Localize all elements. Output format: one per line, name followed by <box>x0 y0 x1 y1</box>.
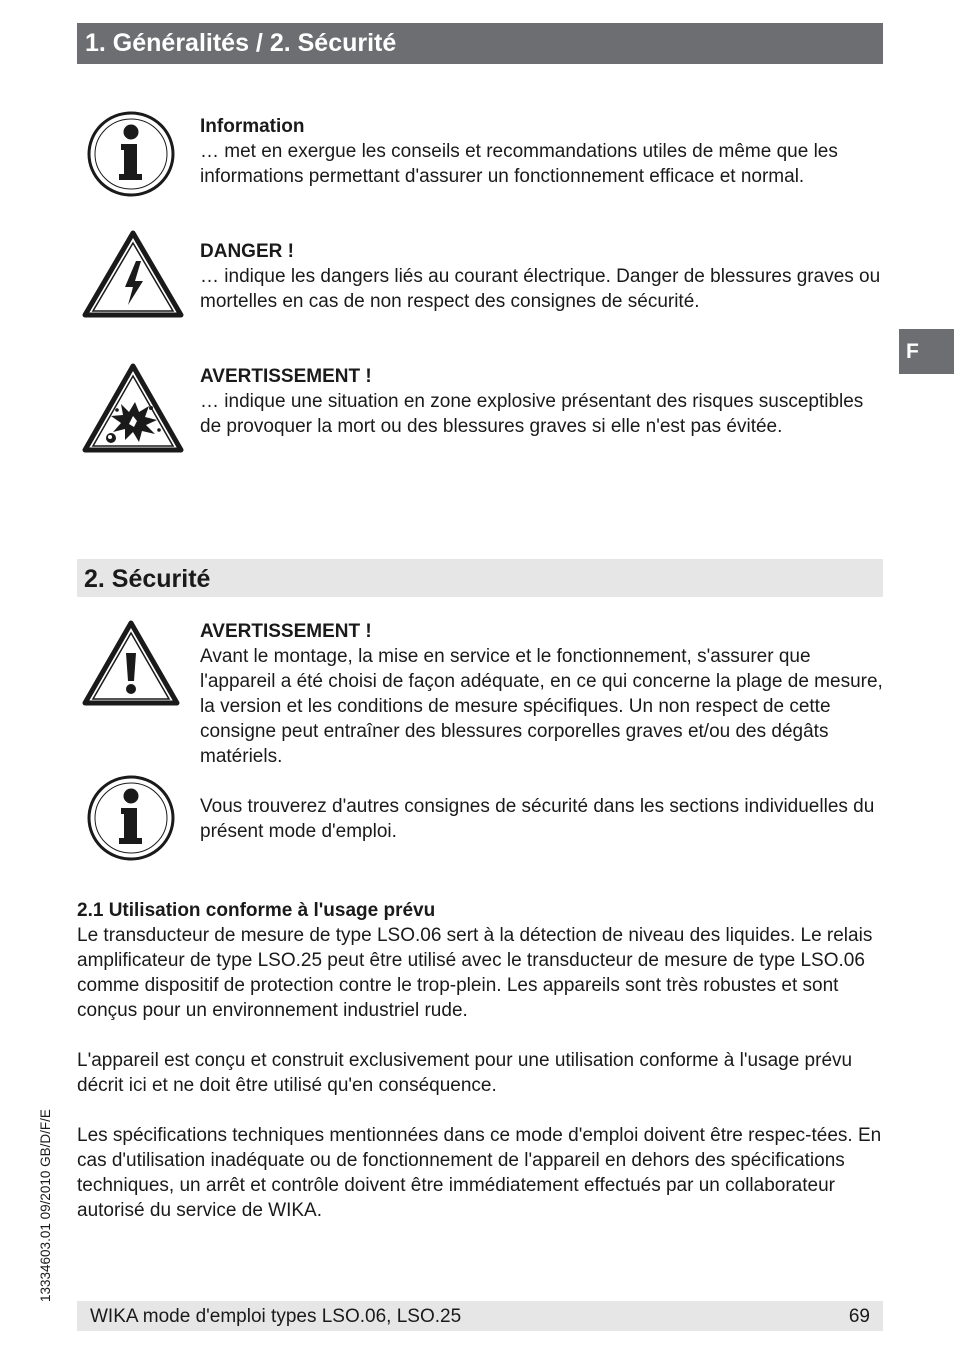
subsection-title: 2.1 Utilisation conforme à l'usage prévu <box>77 900 436 921</box>
symbol-title: DANGER ! <box>200 241 294 262</box>
symbol-title: Information <box>200 116 305 137</box>
page-footer <box>77 1301 883 1331</box>
safety-warning <box>77 619 883 769</box>
section-title: 2. Sécurité <box>84 565 211 593</box>
symbol-title: AVERTISSEMENT ! <box>200 366 372 387</box>
information-icon <box>81 774 177 866</box>
page-header <box>77 23 883 64</box>
subsection-intended-use <box>77 898 883 1248</box>
page-number: 69 <box>848 1306 870 1327</box>
symbol-description: … met en exergue les conseils et recommandations utiles de même que les informations permettant d'assurer un fonctionnement efficace et normal. <box>200 141 838 187</box>
paragraph: Les spécifications techniques mentionnées dans ce mode d'emploi doivent être respec-tées. En cas d'utilisation inadéquate ou de fonctionnement de l'appareil en dehors des spécifications techniques, un arrêt et contrôle doivent être immédiatement effectués par un collaborateur autorisé du service de WIKA. <box>77 1125 882 1221</box>
paragraph: Le transducteur de mesure de type LSO.06 sert à la détection de niveau des liquides. Le relais amplificateur de type LSO.25 peut être utilisé avec le transducteur de mesure de type LSO.06 comme dispositif de protection contre le trop-plein. Les appareils sont très robustes et sont conçus pour un environnement industriel rude. <box>77 925 873 1021</box>
symbol-explosion-warning <box>77 364 883 464</box>
warning-description: Avant le montage, la mise en service et le fonctionnement, s'assurer que l'appareil a été choisi de façon adéquate, en ce qui concerne la plage de mesure, la version et les conditions de mesure spécifiques. Un non respect de cette consigne peut entraîner des blessures corporelles graves et/ou des dégâts matériels. <box>200 646 883 767</box>
symbol-description: … indique une situation en zone explosive présentant des risques susceptibles de provoquer la mort ou des blessures graves si elle n'est pas évitée. <box>200 391 864 437</box>
information-icon <box>81 110 177 202</box>
page-header-title: 1. Généralités / 2. Sécurité <box>85 29 397 57</box>
language-tab-label: F <box>906 340 919 363</box>
warning-title: AVERTISSEMENT ! <box>200 621 372 642</box>
symbol-danger <box>77 239 883 329</box>
symbol-description: … indique les dangers liés au courant électrique. Danger de blessures graves ou mortelles en cas de non respect des consignes de sécurité. <box>200 266 881 312</box>
footer-text: WIKA mode d'emploi types LSO.06, LSO.25 <box>90 1306 462 1327</box>
language-tab <box>899 329 954 374</box>
explosion-warning-icon <box>81 362 185 454</box>
symbol-information <box>77 114 883 204</box>
electrical-danger-icon <box>81 229 185 319</box>
paragraph: L'appareil est conçu et construit exclusivement pour une utilisation conforme à l'usage prévu décrit ici et ne doit être utilisé qu'en conséquence. <box>77 1050 853 1096</box>
section-header <box>77 559 883 597</box>
info-description: Vous trouverez d'autres consignes de sécurité dans les sections individuelles du présent mode d'emploi. <box>200 796 875 842</box>
safety-info <box>77 794 883 864</box>
warning-icon <box>81 619 181 707</box>
document-code: 13334603.01 09/2010 GB/D/F/E <box>38 1109 53 1302</box>
